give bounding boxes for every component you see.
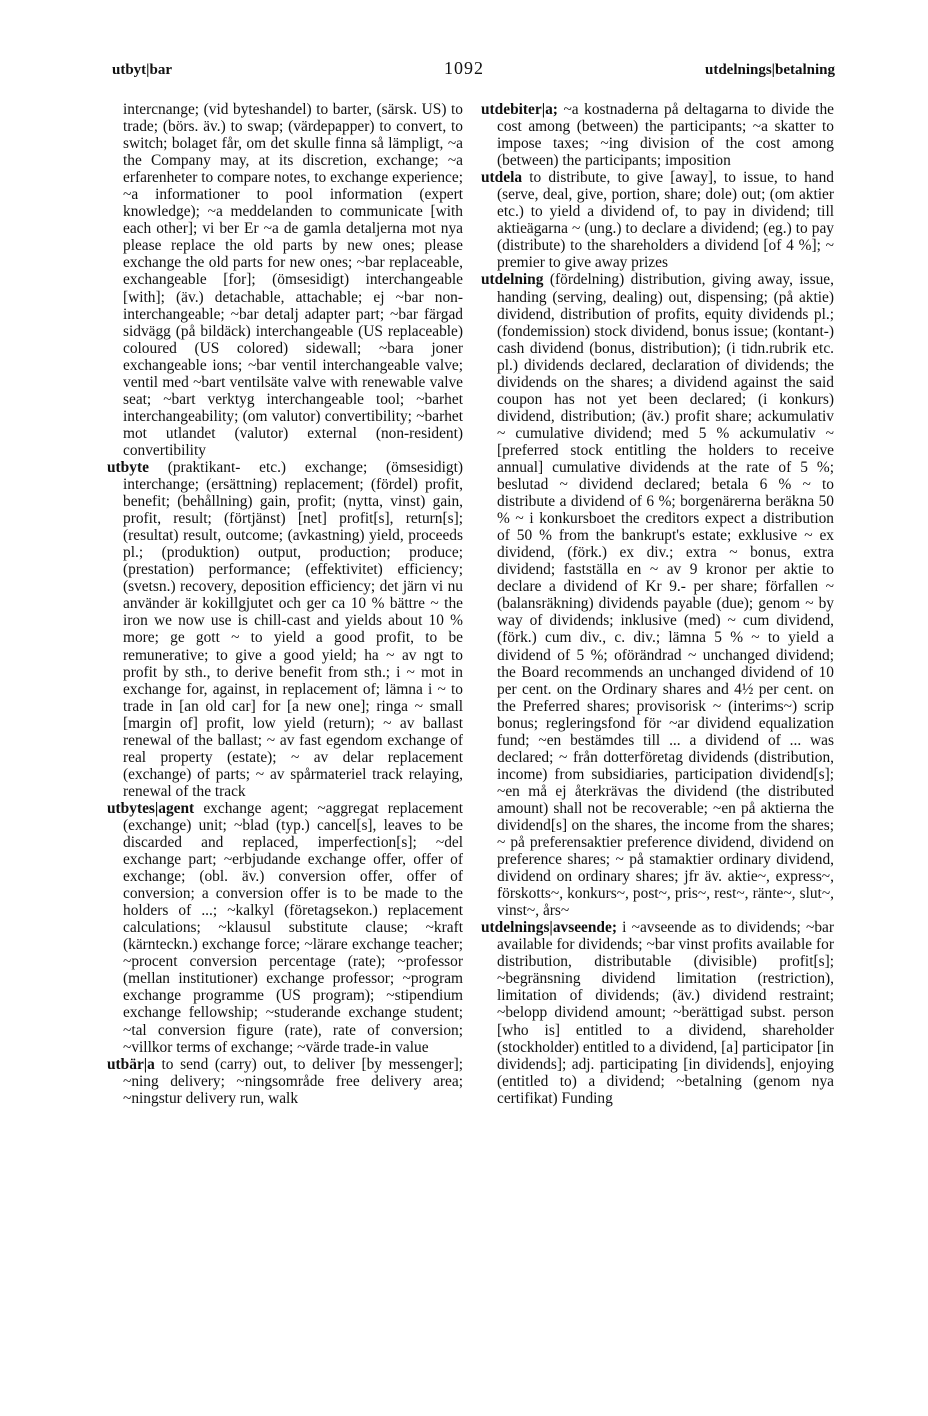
entry-text: to send (carry) out, to deliver [by messenger]; ~ning delivery; ~ningsområde free delivery area; ~ningstur delivery run, walk: [123, 1055, 463, 1107]
right-column: [481, 101, 834, 1107]
entry-headword: utdelnings|avseende;: [481, 919, 617, 937]
entry-headword: utdela: [481, 169, 523, 187]
left-column: [107, 101, 463, 1107]
dictionary-entry: [107, 1056, 463, 1107]
right-guide-word: utdelnings|betalning: [704, 62, 835, 78]
dictionary-entry: [481, 271, 834, 919]
entry-headword: utbyte: [107, 458, 149, 476]
dictionary-entry: [107, 800, 463, 1056]
dictionary-entry: [107, 101, 463, 459]
left-guide-word: utbyt|bar: [112, 62, 172, 78]
entry-text: to distribute, to give [away], to issue, to hand (serve, deal, give, portion, share; dole) out; (om aktier etc.) to yield a dividend of, to pay in dividend; till aktieägarna ~ (ung.) to declare a dividend; (eg.) to pay (distribute) to the shareholders a dividend [of 4 %]; ~ premier to give away prizes: [497, 169, 834, 272]
entry-headword: utdebiter|a;: [481, 101, 558, 118]
dictionary-entry: [481, 919, 834, 1107]
page-number: 1092: [444, 58, 484, 78]
entry-headword: utbär|a: [107, 1055, 155, 1073]
dictionary-entry: [107, 459, 463, 800]
entry-text: intercnange; (vid byteshandel) to barter, (särsk. US) to trade; (börs. äv.) to swap; (värdepapper) to convert, to switch; bolaget får, om det skulle finna så lämpligt, ~a the Company may, at its discretion, exchange; ~a erfarenheter to compare notes, to exchange experience; ~a informationer to pool information (expert knowledge); ~a meddelanden to communicate [with each other]; vi ber Er ~a de gamla detaljerna mot nya please replace the old parts by new ones; please exchange the old parts for new ones; ~bar replaceable, exchangeable [for]; (ömsesidigt) interchangeable [with]; (äv.) detachable, attachable; ej ~bar non-interchangeable; ~bar detalj adapter part; ~bar färgad sidvägg (på bildäck) interchangeable (US replaceable) coloured (US colored) sidewall; ~bara joner exchangeable ions; ~bar ventil interchangeable valve; ventil med ~bart ventilsäte valve with renewable valve seat; ~bart verktyg interchangeable tool; ~barhet interchangeability; (om valutor) convertibility; ~barhet mot utlandet (valutor) external (non-resident) convertibility: [123, 101, 463, 459]
entry-text: ~a kostnaderna på deltagarna to divide the cost among (between) the participants; ~a skatter to impose taxes; ~ing division of the cost among (between) the participants; imposition: [497, 101, 834, 170]
dictionary-entry: [481, 101, 834, 169]
entry-text: i ~avseende as to dividends; ~bar available for dividends; ~bar vinst profits available for distribution, distributable (divisible) profit[s]; ~begränsning dividend limitation (restriction), limitation of dividends; (äv.) dividend restraint; ~belopp dividend amount; ~berättigad subst. person [who is] entitled to a dividend, shareholder (stockholder) entitled to a dividend, [a] participator [in dividends]; adj. participating [in dividends], enjoying (entitled to) a dividend; ~betalning (genom nya certifikat) Funding: [497, 919, 834, 1107]
entry-headword: utdelning: [481, 271, 544, 289]
entry-text: exchange agent; ~aggregat replacement (exchange) unit; ~blad (typ.) cancel[s], leaves to be discarded and replaced, imperfection[s]; ~del exchange part; ~erbjudande exchange offer, offer of exchange; (obl. äv.) conversion offer, offer of conversion; a conversion offer is to be made to the holders of ...; ~kalkyl (företagsekon.) replacement calculations; ~klausul substitute clause; ~kraft (kärnteckn.) exchange force; ~lärare exchange teacher; ~procent conversion percentage (rate); ~professor (mellan institutioner) exchange professor; ~program exchange programme (US program); ~stipendium exchange fellowship; ~studerande exchange student; ~tal conversion figure (rate), rate of conversion; ~villkor terms of exchange; ~värde trade-in value: [123, 799, 463, 1056]
entry-text: (praktikant- etc.) exchange; (ömsesidigt) interchange; (ersättning) replacement; (fördel) profit, benefit; (behållning) gain, profit; (nytta, vinst) gain, profit, result; (förtjänst) [net] profit[s], return[s]; (resultat) result, outcome; (avkastning) yield, proceeds pl.; (produktion) output, production; produce; (prestation) performance; (effektivitet) efficiency; (svetsn.) recovery, deposition efficiency; det järn vi nu använder är kokillgjutet och ger ca 10 % bättre ~ the iron we now use is chill-cast and yields about 10 % more; ge gott ~ to yield a good profit, to be remunerative; to give a good yield; ha ~ av ngt to profit by sth., to derive benefit from sth.; i ~ mot in exchange for, against, in replacement of; lämna i ~ to trade in [an old car] for [a new one]; ringa ~ small [margin of] profit, low yield (return); ~ av ballast renewal of the ballast; ~ av fast egendom exchange of real property (estate); ~ av delar replacement (exchange) of parts; ~ av spårmateriel track relaying, renewal of the track: [123, 458, 463, 800]
dictionary-entry: [481, 169, 834, 271]
entry-text: (fördelning) distribution, giving away, issue, handing (serving, dealing) out, dispensing; (på aktie) dividend, distribution of profits, equity dividends pl.; (fondemission) stock dividend, bonus issue; (kontant-) cash dividend (bonus, distribution); (i tidn.rubrik etc. pl.) dividends declared, declaration of dividends; the dividends on the shares; a dividend against the said coupon has not yet been declared; (i konkurs) dividend, distribution; (äv.) profit share; ackumulativ ~ cumulative dividend; med 5 % ackumulativ ~ [preferred stock entitling the holders to receive annual] cumulative dividends at the rate of 5 %; beslutad ~ dividend declared; betala 6 % ~ to distribute a dividend of 6 %; borgenärerna beräkna 50 % ~ i konkursboet the creditors expect a distribution of 50 % from the bankrupt's estate; exklusive ~ ex dividend, (förk.) ex div.; extra ~ bonus, extra dividend; fastställa en ~ av 9 kronor per aktie to declare a dividend of Kr 9.- per share; förfallen ~ (balansräkning) dividends payable (due); genom ~ by way of dividends; inklusive (med) ~ cum dividend, (förk.) cum div., c. div.; lämna 5 % ~ to yield a dividend of 5 %; oförändrad ~ unchanged dividend; the Board recommends an unchanged dividend of 10 per cent. on the Ordinary shares and 4½ per cent. on the Preferred shares; provisorisk ~ (interims~) scrip bonus; regleringsfond för ~ar dividend equalization fund; ~en bestämdes till ... a dividend of ... was declared; ~ från dotterföretag dividends (distribution, income) from subsidiaries, participation dividend[s]; ~en må ej återkrävas the dividend (the distributed amount) shall not be recoverable; ~en på aktierna the dividend[s] on the shares, the income from the shares; ~ på preferensaktier preference dividend, dividend on preference shares; ~ på stamaktier ordinary dividend, dividend on ordinary shares; jfr äv. aktie~, express~, förskotts~, konkurs~, post~, pris~, rest~, ränte~, slut~, vinst~, års~: [497, 271, 834, 920]
entry-headword: utbytes|agent: [107, 799, 195, 817]
